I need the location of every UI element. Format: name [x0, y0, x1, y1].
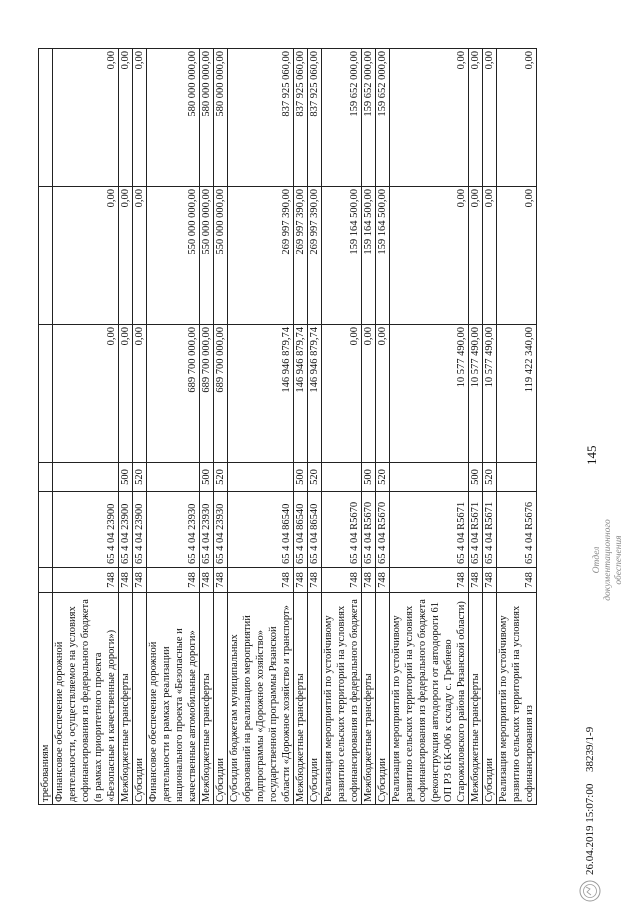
amount-cell-1: 689 700 000,00	[214, 325, 228, 463]
amount-cell-1: 0,00	[362, 325, 376, 463]
amount-cell-1: 146 946 879,74	[294, 325, 308, 463]
row-name-cell: Межбюджетные трансферты	[469, 593, 483, 805]
page-number: 145	[584, 445, 599, 465]
amount-cell-2: 550 000 000,00	[214, 187, 228, 325]
amount-cell-3: 837 925 060,00	[294, 49, 308, 187]
amount-cell-1: 10 577 490,00	[483, 325, 497, 463]
vr-code-cell: 500	[294, 463, 308, 492]
amount-cell-2: 550 000 000,00	[147, 187, 200, 325]
grbs-code-cell: 748	[483, 568, 497, 593]
amount-cell-1: 689 700 000,00	[200, 325, 214, 463]
amount-cell-2: 0,00	[119, 187, 133, 325]
amount-cell-2: 269 997 390,00	[308, 187, 322, 325]
grbs-code-cell: 748	[362, 568, 376, 593]
amount-cell-1: 10 577 490,00	[469, 325, 483, 463]
amount-cell-3: 0,00	[390, 49, 469, 187]
table-top-fragment-row	[39, 49, 53, 805]
footer-timestamp: 26.04.2019 15:07:00	[584, 783, 596, 875]
csr-code-cell: 65 4 04 23930	[147, 492, 200, 568]
csr-code-cell: 65 4 04 86540	[308, 492, 322, 568]
amount-cell-2: 269 997 390,00	[294, 187, 308, 325]
amount-cell-3: 837 925 060,00	[228, 49, 294, 187]
amount-cell-3: 159 652 000,00	[376, 49, 390, 187]
row-name-cell: Межбюджетные трансферты	[119, 593, 133, 805]
table-row	[53, 49, 119, 805]
amount-cell-2: 0,00	[483, 187, 497, 325]
top-fragment-cell: требованиям	[39, 593, 53, 805]
row-name-cell: Реализация мероприятий по устойчивому развитию сельских территорий на условиях софинансирования из федерального бюджета	[322, 593, 362, 805]
amount-cell-3: 0,00	[497, 49, 537, 187]
empty-cell	[39, 187, 53, 325]
vr-code-cell: 500	[362, 463, 376, 492]
amount-cell-2: 0,00	[469, 187, 483, 325]
row-name-cell: Межбюджетные трансферты	[294, 593, 308, 805]
table-row	[119, 49, 133, 805]
row-name-cell: Реализация мероприятий по устойчивому развитию сельских территорий на условиях софинансирования из федерального бюджета (реконструкция автодороги от автодороги 61 ОП РЗ 61К-006 к складу с. Гребнево Старожиловского района Рязанской области)	[390, 593, 469, 805]
grbs-code-cell: 748	[53, 568, 119, 593]
amount-cell-2: 550 000 000,00	[200, 187, 214, 325]
vr-code-cell	[147, 463, 200, 492]
grbs-code-cell: 748	[322, 568, 362, 593]
grbs-code-cell: 748	[200, 568, 214, 593]
empty-cell	[39, 463, 53, 492]
table-row	[308, 49, 322, 805]
amount-cell-3: 159 652 000,00	[322, 49, 362, 187]
table-row	[294, 49, 308, 805]
amount-cell-3: 0,00	[53, 49, 119, 187]
table-row	[214, 49, 228, 805]
empty-cell	[39, 49, 53, 187]
amount-cell-1: 0,00	[322, 325, 362, 463]
row-name-cell: Межбюджетные трансферты	[362, 593, 376, 805]
vr-code-cell: 500	[119, 463, 133, 492]
amount-cell-1: 146 946 879,74	[228, 325, 294, 463]
amount-cell-1: 146 946 879,74	[308, 325, 322, 463]
empty-cell	[39, 568, 53, 593]
csr-code-cell: 65 4 04 23900	[53, 492, 119, 568]
grbs-code-cell: 748	[376, 568, 390, 593]
amount-cell-3: 0,00	[119, 49, 133, 187]
amount-cell-1: 689 700 000,00	[147, 325, 200, 463]
amount-cell-2: 0,00	[497, 187, 537, 325]
amount-cell-1: 0,00	[119, 325, 133, 463]
amount-cell-2: 159 164 500,00	[376, 187, 390, 325]
grbs-code-cell: 748	[469, 568, 483, 593]
amount-cell-1: 0,00	[376, 325, 390, 463]
amount-cell-1: 10 577 490,00	[390, 325, 469, 463]
csr-code-cell: 65 4 04 R5670	[322, 492, 362, 568]
vr-code-cell: 500	[200, 463, 214, 492]
vr-code-cell: 500	[469, 463, 483, 492]
amount-cell-3: 837 925 060,00	[308, 49, 322, 187]
vr-code-cell: 520	[214, 463, 228, 492]
amount-cell-2: 0,00	[133, 187, 147, 325]
department-stamp: Отдел документационного обеспечения	[592, 519, 624, 601]
grbs-code-cell: 748	[294, 568, 308, 593]
table-row	[133, 49, 147, 805]
grbs-code-cell: 748	[390, 568, 469, 593]
csr-code-cell: 65 4 04 R5676	[497, 492, 537, 568]
row-name-cell: Субсидии	[376, 593, 390, 805]
row-name-cell: Субсидии	[308, 593, 322, 805]
csr-code-cell: 65 4 04 R5671	[390, 492, 469, 568]
csr-code-cell: 65 4 04 86540	[294, 492, 308, 568]
amount-cell-1: 119 422 340,00	[497, 325, 537, 463]
table-row	[362, 49, 376, 805]
csr-code-cell: 65 4 04 86540	[228, 492, 294, 568]
amount-cell-2: 0,00	[390, 187, 469, 325]
amount-cell-3: 580 000 000,00	[200, 49, 214, 187]
table-row	[469, 49, 483, 805]
amount-cell-3: 580 000 000,00	[214, 49, 228, 187]
table-row	[497, 49, 537, 805]
grbs-code-cell: 748	[147, 568, 200, 593]
vr-code-cell: 520	[308, 463, 322, 492]
grbs-code-cell: 748	[497, 568, 537, 593]
row-name-cell: Субсидии	[133, 593, 147, 805]
csr-code-cell: 65 4 04 23930	[200, 492, 214, 568]
vr-code-cell	[228, 463, 294, 492]
amount-cell-2: 269 997 390,00	[228, 187, 294, 325]
amount-cell-2: 159 164 500,00	[322, 187, 362, 325]
table-row	[322, 49, 362, 805]
budget-table-container	[38, 49, 537, 805]
row-name-cell: Межбюджетные трансферты	[200, 593, 214, 805]
amount-cell-1: 0,00	[133, 325, 147, 463]
amount-cell-3: 159 652 000,00	[362, 49, 376, 187]
footer-doc-code: 38239/1-9	[584, 726, 596, 772]
empty-cell	[39, 325, 53, 463]
budget-table-body	[39, 49, 537, 805]
amount-cell-1: 0,00	[53, 325, 119, 463]
row-name-cell: Субсидии бюджетам муниципальных образований на реализацию мероприятий подпрограммы «Дорожное хозяйство» государственной программы Рязанской области «Дорожное хозяйство и транспорт»	[228, 593, 294, 805]
row-name-cell: Реализация мероприятий по устойчивому развитию сельских территорий на условиях софинансирования из	[497, 593, 537, 805]
table-row	[147, 49, 200, 805]
vr-code-cell	[497, 463, 537, 492]
grbs-code-cell: 748	[214, 568, 228, 593]
vr-code-cell: 520	[133, 463, 147, 492]
empty-cell	[39, 492, 53, 568]
csr-code-cell: 65 4 04 23900	[119, 492, 133, 568]
csr-code-cell: 65 4 04 23900	[133, 492, 147, 568]
row-name-cell: Финансовое обеспечение дорожной деятельности в рамках реализации национального проекта «Безопасные и качественные автомобильные дороги»	[147, 593, 200, 805]
csr-code-cell: 65 4 04 R5671	[483, 492, 497, 568]
vr-code-cell	[322, 463, 362, 492]
csr-code-cell: 65 4 04 R5670	[362, 492, 376, 568]
csr-code-cell: 65 4 04 R5670	[376, 492, 390, 568]
amount-cell-2: 159 164 500,00	[362, 187, 376, 325]
grbs-code-cell: 748	[133, 568, 147, 593]
csr-code-cell: 65 4 04 R5671	[469, 492, 483, 568]
csr-code-cell: 65 4 04 23930	[214, 492, 228, 568]
amount-cell-3: 580 000 000,00	[147, 49, 200, 187]
amount-cell-3: 0,00	[133, 49, 147, 187]
table-row	[390, 49, 469, 805]
amount-cell-3: 0,00	[469, 49, 483, 187]
row-name-cell: Субсидии	[214, 593, 228, 805]
budget-table	[38, 48, 537, 805]
grbs-code-cell: 748	[308, 568, 322, 593]
seal-icon	[578, 879, 602, 903]
row-name-cell: Субсидии	[483, 593, 497, 805]
vr-code-cell	[390, 463, 469, 492]
grbs-code-cell: 748	[119, 568, 133, 593]
vr-code-cell: 520	[376, 463, 390, 492]
grbs-code-cell: 748	[228, 568, 294, 593]
vr-code-cell: 520	[483, 463, 497, 492]
vr-code-cell	[53, 463, 119, 492]
row-name-cell: Финансовое обеспечение дорожной деятельности, осуществляемое на условиях софинансирования из федерального бюджета (в рамках приоритетного проекта «Безопасные и качественные дороги»)	[53, 593, 119, 805]
table-row	[376, 49, 390, 805]
amount-cell-3: 0,00	[483, 49, 497, 187]
table-row	[228, 49, 294, 805]
table-row	[483, 49, 497, 805]
amount-cell-2: 0,00	[53, 187, 119, 325]
table-row	[200, 49, 214, 805]
